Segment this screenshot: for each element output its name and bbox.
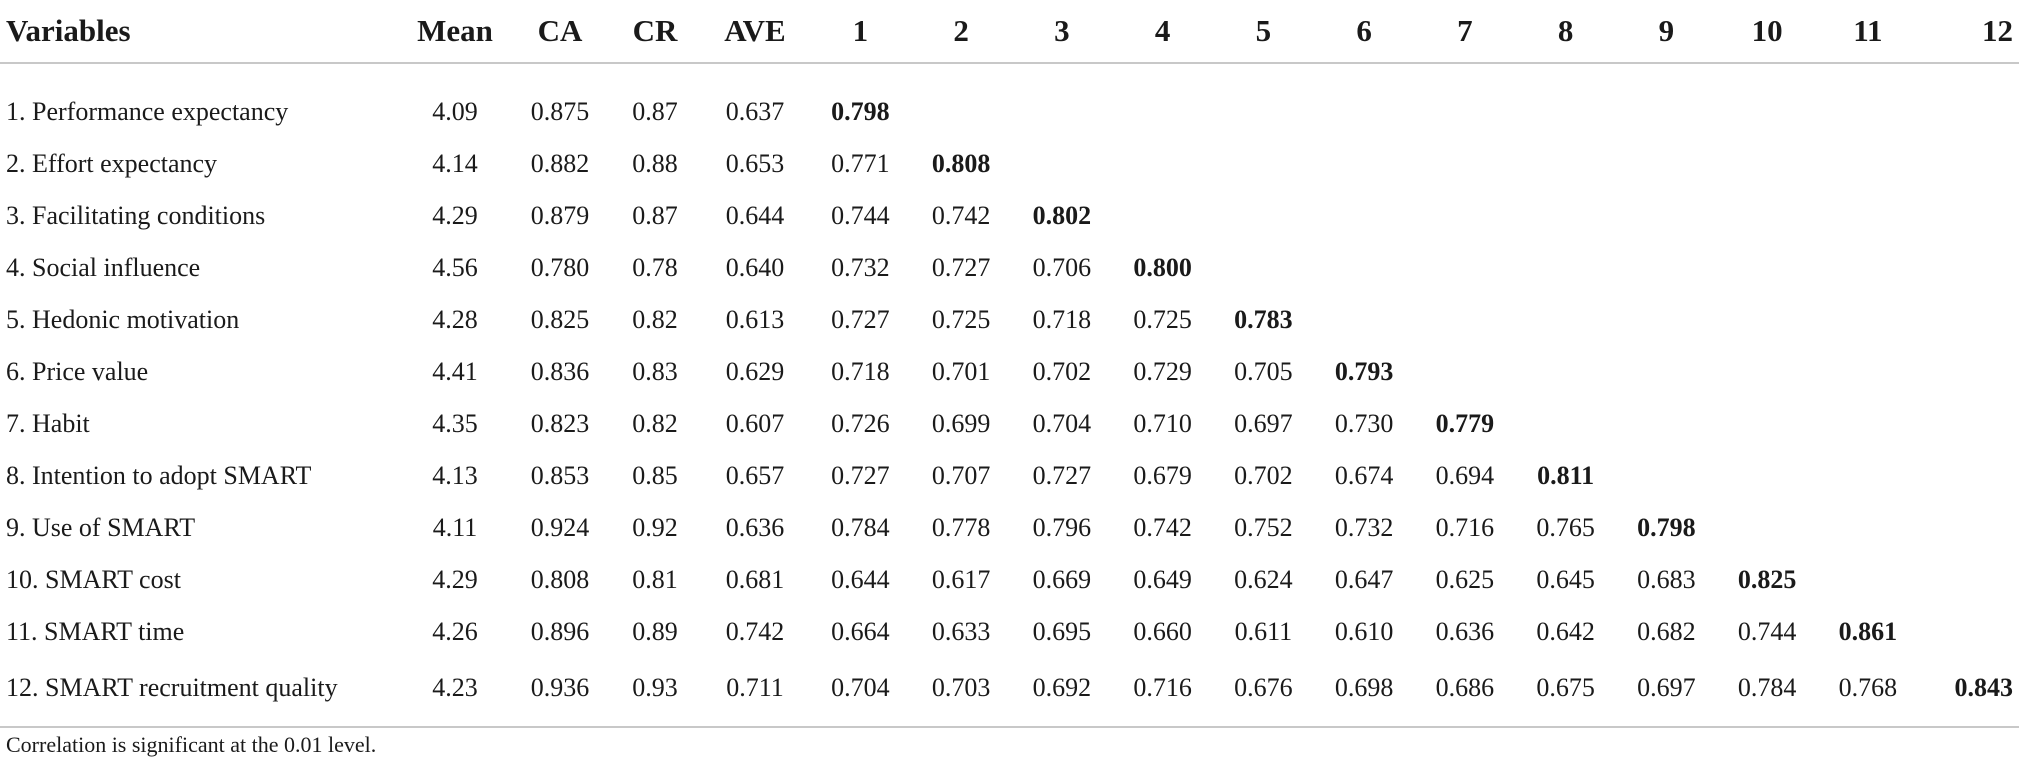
cr-cell: 0.81 [632, 565, 678, 594]
variable-name-cell: 5. Hedonic motivation [6, 305, 240, 334]
diagonal-sqrt-ave-cell: 0.843 [1918, 658, 2019, 727]
cr-cell: 0.82 [632, 305, 678, 334]
ca-cell: 0.882 [530, 149, 590, 178]
empty-cell [1918, 294, 2019, 346]
column-header-3: 3 [1012, 0, 1113, 63]
correlation-cell: 0.704 [1032, 409, 1092, 438]
empty-cell [1515, 242, 1616, 294]
cr-cell: 0.92 [632, 513, 678, 542]
empty-cell [1012, 63, 1113, 138]
variable-name-cell: 4. Social influence [6, 253, 201, 282]
cr-cell: 0.89 [632, 617, 678, 646]
table-row [0, 242, 2019, 294]
empty-cell [1918, 450, 2019, 502]
ca-cell: 0.896 [530, 617, 590, 646]
empty-cell [1818, 398, 1919, 450]
ave-cell: 0.637 [725, 97, 785, 126]
table-row [0, 138, 2019, 190]
table-row [0, 398, 2019, 450]
correlation-cell: 0.704 [810, 658, 911, 727]
empty-cell [1818, 138, 1919, 190]
empty-cell [1717, 294, 1818, 346]
variable-name-cell: 8. Intention to adopt SMART [6, 461, 312, 490]
empty-cell [1918, 606, 2019, 658]
empty-cell [1213, 63, 1314, 138]
cr-cell: 0.88 [632, 149, 678, 178]
column-header-1: 1 [810, 0, 911, 63]
mean-cell: 4.14 [432, 149, 478, 178]
variable-name-cell: 2. Effort expectancy [6, 149, 218, 178]
empty-cell [1918, 502, 2019, 554]
table-row [0, 450, 2019, 502]
empty-cell [1818, 190, 1919, 242]
cr-cell: 0.85 [632, 461, 678, 490]
table-row [0, 606, 2019, 658]
diagonal-sqrt-ave-cell: 0.800 [1133, 253, 1192, 282]
correlation-cell: 0.716 [1112, 658, 1213, 727]
empty-cell [1314, 63, 1415, 138]
table-body [0, 63, 2019, 727]
diagonal-sqrt-ave-cell: 0.798 [831, 97, 890, 126]
column-header-5: 5 [1213, 0, 1314, 63]
ave-cell: 0.613 [725, 305, 785, 334]
empty-cell [1415, 190, 1516, 242]
cr-cell: 0.87 [632, 201, 678, 230]
ave-cell: 0.636 [725, 513, 785, 542]
correlation-cell: 0.695 [1032, 617, 1092, 646]
correlation-cell: 0.694 [1435, 461, 1495, 490]
variable-name-cell: 7. Habit [6, 409, 90, 438]
empty-cell [1616, 450, 1717, 502]
mean-cell: 4.29 [432, 201, 478, 230]
correlation-cell: 0.727 [831, 461, 890, 490]
correlation-cell: 0.744 [831, 201, 890, 230]
ca-cell: 0.879 [530, 201, 590, 230]
correlation-cell: 0.702 [1234, 461, 1293, 490]
correlation-cell: 0.718 [831, 357, 890, 386]
correlation-cell: 0.768 [1818, 658, 1919, 727]
mean-cell: 4.56 [432, 253, 478, 282]
empty-cell [1415, 294, 1516, 346]
variable-name-cell: 3. Facilitating conditions [6, 201, 266, 230]
ave-cell: 0.657 [725, 461, 785, 490]
correlation-cell: 0.725 [1133, 305, 1192, 334]
empty-cell [1717, 63, 1818, 138]
correlation-cell: 0.675 [1515, 658, 1616, 727]
correlation-cell: 0.796 [1032, 513, 1092, 542]
mean-cell: 4.41 [432, 357, 478, 386]
correlation-cell: 0.645 [1536, 565, 1595, 594]
correlation-cell: 0.727 [931, 253, 991, 282]
correlation-cell: 0.610 [1334, 617, 1394, 646]
mean-cell: 4.29 [432, 565, 478, 594]
column-header-ave: AVE [700, 0, 810, 63]
correlation-cell: 0.624 [1234, 565, 1293, 594]
correlation-cell: 0.617 [931, 565, 991, 594]
correlation-cell: 0.644 [831, 565, 890, 594]
correlation-cell: 0.702 [1032, 357, 1092, 386]
table-row [0, 502, 2019, 554]
ave-cell: 0.640 [725, 253, 785, 282]
correlation-cell: 0.686 [1415, 658, 1516, 727]
empty-cell [1818, 294, 1919, 346]
empty-cell [1918, 63, 2019, 138]
variable-name-cell: 6. Price value [6, 357, 149, 386]
column-header-12: 12 [1918, 0, 2019, 63]
ave-cell: 0.644 [725, 201, 785, 230]
correlation-cell: 0.707 [931, 461, 991, 490]
diagonal-sqrt-ave-cell: 0.825 [1737, 565, 1797, 594]
empty-cell [1616, 63, 1717, 138]
empty-cell [1415, 346, 1516, 398]
correlation-cell: 0.642 [1536, 617, 1595, 646]
ave-cell: 0.629 [725, 357, 785, 386]
correlation-cell: 0.611 [1234, 617, 1293, 646]
mean-cell: 4.23 [400, 658, 510, 727]
correlation-cell: 0.697 [1616, 658, 1717, 727]
correlation-cell: 0.742 [931, 201, 991, 230]
empty-cell [1213, 138, 1314, 190]
empty-cell [1415, 242, 1516, 294]
correlation-cell: 0.765 [1536, 513, 1595, 542]
correlation-cell: 0.703 [911, 658, 1012, 727]
ca-cell: 0.924 [530, 513, 590, 542]
ca-cell: 0.875 [530, 97, 590, 126]
column-header-7: 7 [1415, 0, 1516, 63]
table-row [0, 346, 2019, 398]
ave-cell: 0.653 [725, 149, 785, 178]
table-row [0, 658, 2019, 727]
ca-cell: 0.823 [530, 409, 590, 438]
mean-cell: 4.09 [432, 97, 478, 126]
table-row [0, 554, 2019, 606]
column-header-cr: CR [610, 0, 700, 63]
correlation-cell: 0.752 [1234, 513, 1293, 542]
ca-cell: 0.936 [510, 658, 610, 727]
correlation-cell: 0.679 [1133, 461, 1192, 490]
table-footnote: Correlation is significant at the 0.01 level. [6, 732, 377, 757]
correlation-cell: 0.742 [1133, 513, 1192, 542]
empty-cell [1918, 138, 2019, 190]
variable-name-cell: 1. Performance expectancy [6, 97, 289, 126]
variable-name-cell: 11. SMART time [6, 617, 185, 646]
correlation-cell: 0.710 [1133, 409, 1192, 438]
correlation-cell: 0.698 [1314, 658, 1415, 727]
ca-cell: 0.836 [530, 357, 590, 386]
correlation-cell: 0.692 [1012, 658, 1113, 727]
empty-cell [1818, 63, 1919, 138]
diagonal-sqrt-ave-cell: 0.798 [1637, 513, 1696, 542]
ca-cell: 0.780 [530, 253, 590, 282]
correlation-cell: 0.705 [1234, 357, 1293, 386]
empty-cell [1918, 554, 2019, 606]
empty-cell [1717, 138, 1818, 190]
empty-cell [911, 63, 1012, 138]
empty-cell [1818, 502, 1919, 554]
ca-cell: 0.853 [530, 461, 590, 490]
correlation-cell: 0.716 [1435, 513, 1495, 542]
empty-cell [1717, 450, 1818, 502]
empty-cell [1314, 294, 1415, 346]
cr-cell: 0.78 [632, 253, 678, 282]
correlation-cell: 0.660 [1133, 617, 1192, 646]
correlation-cell: 0.727 [1032, 461, 1092, 490]
correlation-cell: 0.729 [1133, 357, 1192, 386]
diagonal-sqrt-ave-cell: 0.783 [1234, 305, 1293, 334]
empty-cell [1616, 398, 1717, 450]
correlation-cell: 0.732 [831, 253, 890, 282]
empty-cell [1616, 242, 1717, 294]
empty-cell [1616, 190, 1717, 242]
correlation-cell: 0.784 [831, 513, 890, 542]
empty-cell [1515, 346, 1616, 398]
variable-name-cell: 9. Use of SMART [6, 513, 196, 542]
correlation-cell: 0.784 [1717, 658, 1818, 727]
variable-name-cell: 12. SMART recruitment quality [0, 658, 400, 727]
correlation-cell: 0.725 [931, 305, 991, 334]
empty-cell [1616, 346, 1717, 398]
correlation-cell: 0.664 [831, 617, 890, 646]
empty-cell [1717, 502, 1818, 554]
empty-cell [1012, 138, 1113, 190]
column-header-ca: CA [510, 0, 610, 63]
correlation-cell: 0.682 [1637, 617, 1696, 646]
correlation-cell: 0.649 [1133, 565, 1192, 594]
correlation-cell: 0.718 [1032, 305, 1092, 334]
cr-cell: 0.83 [632, 357, 678, 386]
correlation-cell: 0.669 [1032, 565, 1092, 594]
empty-cell [1918, 190, 2019, 242]
table-header [0, 0, 2019, 63]
empty-cell [1112, 190, 1213, 242]
correlation-cell: 0.778 [931, 513, 991, 542]
correlation-cell: 0.697 [1234, 409, 1293, 438]
correlation-cell: 0.730 [1334, 409, 1394, 438]
ave-cell: 0.711 [700, 658, 810, 727]
correlation-cell: 0.674 [1334, 461, 1394, 490]
cr-cell: 0.87 [632, 97, 678, 126]
empty-cell [1415, 138, 1516, 190]
ave-cell: 0.742 [725, 617, 785, 646]
column-header-variables: Variables [0, 0, 400, 63]
correlation-cell: 0.699 [931, 409, 991, 438]
correlation-cell: 0.625 [1435, 565, 1495, 594]
empty-cell [1314, 138, 1415, 190]
empty-cell [1818, 242, 1919, 294]
mean-cell: 4.28 [432, 305, 478, 334]
correlation-cell: 0.701 [931, 357, 991, 386]
empty-cell [1314, 242, 1415, 294]
empty-cell [1918, 398, 2019, 450]
column-header-9: 9 [1616, 0, 1717, 63]
diagonal-sqrt-ave-cell: 0.802 [1032, 201, 1092, 230]
empty-cell [1616, 294, 1717, 346]
column-header-10: 10 [1717, 0, 1818, 63]
diagonal-sqrt-ave-cell: 0.793 [1334, 357, 1394, 386]
diagonal-sqrt-ave-cell: 0.779 [1435, 409, 1495, 438]
cr-cell: 0.93 [610, 658, 700, 727]
mean-cell: 4.26 [432, 617, 478, 646]
column-header-4: 4 [1112, 0, 1213, 63]
correlation-cell: 0.727 [831, 305, 890, 334]
empty-cell [1213, 190, 1314, 242]
diagonal-sqrt-ave-cell: 0.808 [931, 149, 991, 178]
empty-cell [1717, 398, 1818, 450]
column-header-2: 2 [911, 0, 1012, 63]
mean-cell: 4.11 [432, 513, 478, 542]
correlation-cell: 0.706 [1032, 253, 1092, 282]
correlation-cell: 0.771 [831, 149, 890, 178]
empty-cell [1515, 190, 1616, 242]
empty-cell [1818, 554, 1919, 606]
ca-cell: 0.825 [530, 305, 590, 334]
ave-cell: 0.681 [725, 565, 785, 594]
diagonal-sqrt-ave-cell: 0.861 [1838, 617, 1898, 646]
empty-cell [1515, 294, 1616, 346]
correlation-cell: 0.647 [1334, 565, 1394, 594]
variable-name-cell: 10. SMART cost [6, 565, 181, 594]
ca-cell: 0.808 [530, 565, 590, 594]
empty-cell [1213, 242, 1314, 294]
empty-cell [1818, 450, 1919, 502]
correlation-cell: 0.732 [1334, 513, 1394, 542]
empty-cell [1515, 138, 1616, 190]
empty-cell [1616, 138, 1717, 190]
empty-cell [1515, 398, 1616, 450]
table-row [0, 294, 2019, 346]
empty-cell [1918, 346, 2019, 398]
correlation-cell: 0.744 [1737, 617, 1797, 646]
header-row [0, 0, 2019, 63]
empty-cell [1515, 63, 1616, 138]
mean-cell: 4.13 [432, 461, 478, 490]
empty-cell [1818, 346, 1919, 398]
empty-cell [1918, 242, 2019, 294]
empty-cell [1112, 63, 1213, 138]
table-row [0, 63, 2019, 138]
correlation-cell: 0.676 [1213, 658, 1314, 727]
correlation-cell: 0.726 [831, 409, 890, 438]
correlation-cell: 0.633 [931, 617, 991, 646]
empty-cell [1717, 346, 1818, 398]
table-row [0, 190, 2019, 242]
cr-cell: 0.82 [632, 409, 678, 438]
diagonal-sqrt-ave-cell: 0.811 [1537, 461, 1595, 490]
empty-cell [1314, 190, 1415, 242]
correlation-cell: 0.683 [1637, 565, 1696, 594]
correlation-cell: 0.636 [1435, 617, 1495, 646]
empty-cell [1717, 242, 1818, 294]
column-header-8: 8 [1515, 0, 1616, 63]
column-header-mean: Mean [400, 0, 510, 63]
column-header-11: 11 [1818, 0, 1919, 63]
column-header-6: 6 [1314, 0, 1415, 63]
empty-cell [1415, 63, 1516, 138]
ave-cell: 0.607 [725, 409, 785, 438]
empty-cell [1112, 138, 1213, 190]
mean-cell: 4.35 [432, 409, 478, 438]
empty-cell [1717, 190, 1818, 242]
